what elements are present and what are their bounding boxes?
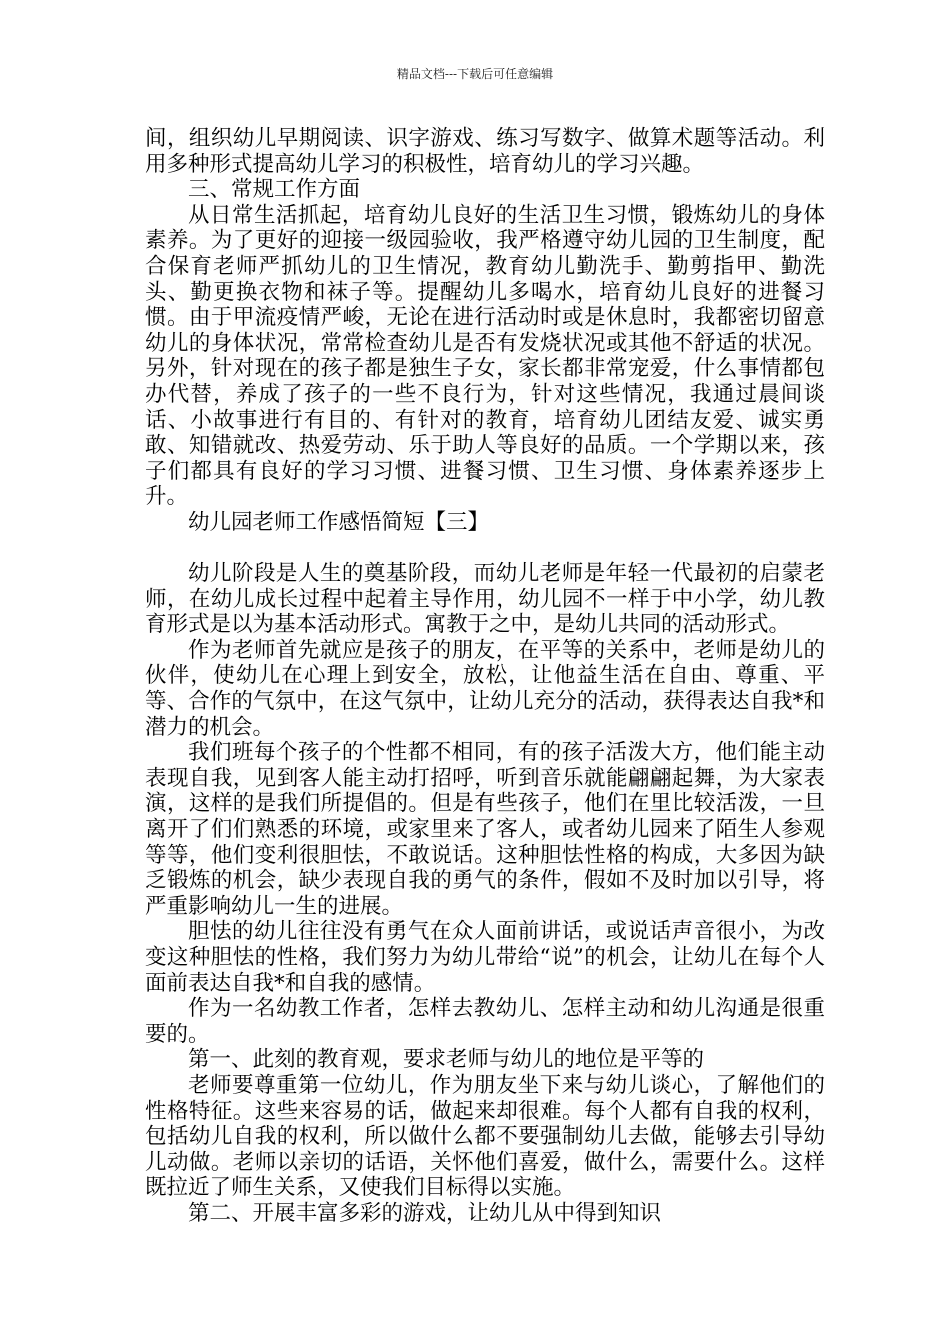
paragraph-child-personalities: 我们班每个孩子的个性都不相同，有的孩子活泼大方，他们能主动表现自我，见到客人能主动打招呼，听到音乐就能翩翩起舞，为大家表演，这样的是我们所提倡的。但是有些孩子，他们在里比较活泼，一旦离开了们们熟悉的环境，或家里来了客人，或者幼儿园来了陌生人参观等等，他们变利很胆怯，不敢说话。这种胆怯性格的构成，大多因为缺乏锻炼的机会，缺少表现自我的勇气的条件，假如不及时加以引导，将严重影响幼儿一生的进展。 <box>145 740 825 919</box>
blank-line <box>145 536 825 562</box>
section-heading-routine-work: 三、常规工作方面 <box>188 177 361 203</box>
paragraph-respect-children: 老师要尊重第一位幼儿，作为朋友坐下来与幼儿谈心，了解他们的性格特征。这些来容易的话，做起来却很难。每个人都有自我的权利，包括幼儿自我的权利，所以做什么都不要强制幼儿去做，能够去引导幼儿动做。老师以亲切的话语，关怀他们喜爱，做什么，需要什么。这样既拉近了师生关系，又使我们目标得以实施。 <box>145 1072 825 1201</box>
paragraph-continuation: 间，组织幼儿早期阅读、识字游戏、练习写数字、做算术题等活动。利用多种形式提高幼儿学习的积极性，培育幼儿的学习兴趣。 <box>145 126 825 177</box>
paragraph-routine-work: 从日常生活抓起，培育幼儿良好的生活卫生习惯，锻炼幼儿的身体素养。为了更好的迎接一级园验收，我严格遵守幼儿园的卫生制度，配合保育老师严抓幼儿的卫生情况，教育幼儿勤洗手、勤剪指甲、勤洗头、勤更换衣物和袜子等。提醒幼儿多喝水，培育幼儿良好的进餐习惯。由于甲流疫情严峻，无论在进行活动时或是休息时，我都密切留意幼儿的身体状况，常常检查幼儿是否有发烧状况或其他不舒适的状况。另外，针对现在的孩子都是独生子女，家长都非常宠爱，什么事情都包办代替，养成了孩子的一些不良行为，针对这些情况，我通过晨间谈话、小故事进行有目的、有针对的教育，培育幼儿团结友爱、诚实勇敢、知错就改、热爱劳动、乐于助人等良好的品质。一个学期以来，孩子们都具有良好的学习习惯、进餐习惯、卫生习惯、身体素养逐步上升。 <box>145 202 825 510</box>
paragraph-foundation-stage: 幼儿阶段是人生的奠基阶段，而幼儿老师是年轻一代最初的启蒙老师，在幼儿成长过程中起着主导作用，幼儿园不一样于中小学，幼儿教育形式是以为基本活动形式。寓教于之中，是幼儿共同的活动形式。 <box>145 561 825 638</box>
article-title-part-three: 幼儿园老师工作感悟简短【三】 <box>188 509 490 535</box>
document-body <box>145 126 825 1227</box>
point-two-heading: 第二、开展丰富多彩的游戏，让幼儿从中得到知识 <box>188 1200 662 1226</box>
point-one-heading: 第一、此刻的教育观，要求老师与幼儿的地位是平等的 <box>188 1047 705 1073</box>
paragraph-teacher-as-friend: 作为老师首先就应是孩子的朋友，在平等的关系中，老师是幼儿的伙伴，使幼儿在心理上到安全，放松，让他益生活在自由、尊重、平等、合作的气氛中，在这气氛中，让幼儿充分的活动，获得表达自我*和潜力的机会。 <box>145 637 825 740</box>
page-header: 精品文档---下载后可任意编辑 <box>396 67 554 81</box>
paragraph-communication: 作为一名幼教工作者，怎样去教幼儿、怎样主动和幼儿沟通是很重要的。 <box>145 996 825 1047</box>
paragraph-timid-children: 胆怯的幼儿往往没有勇气在众人面前讲话，或说话声音很小，为改变这种胆怯的性格，我们努力为幼儿带给“说”的机会，让幼儿在每个人面前表达自我*和自我的感情。 <box>145 919 825 996</box>
